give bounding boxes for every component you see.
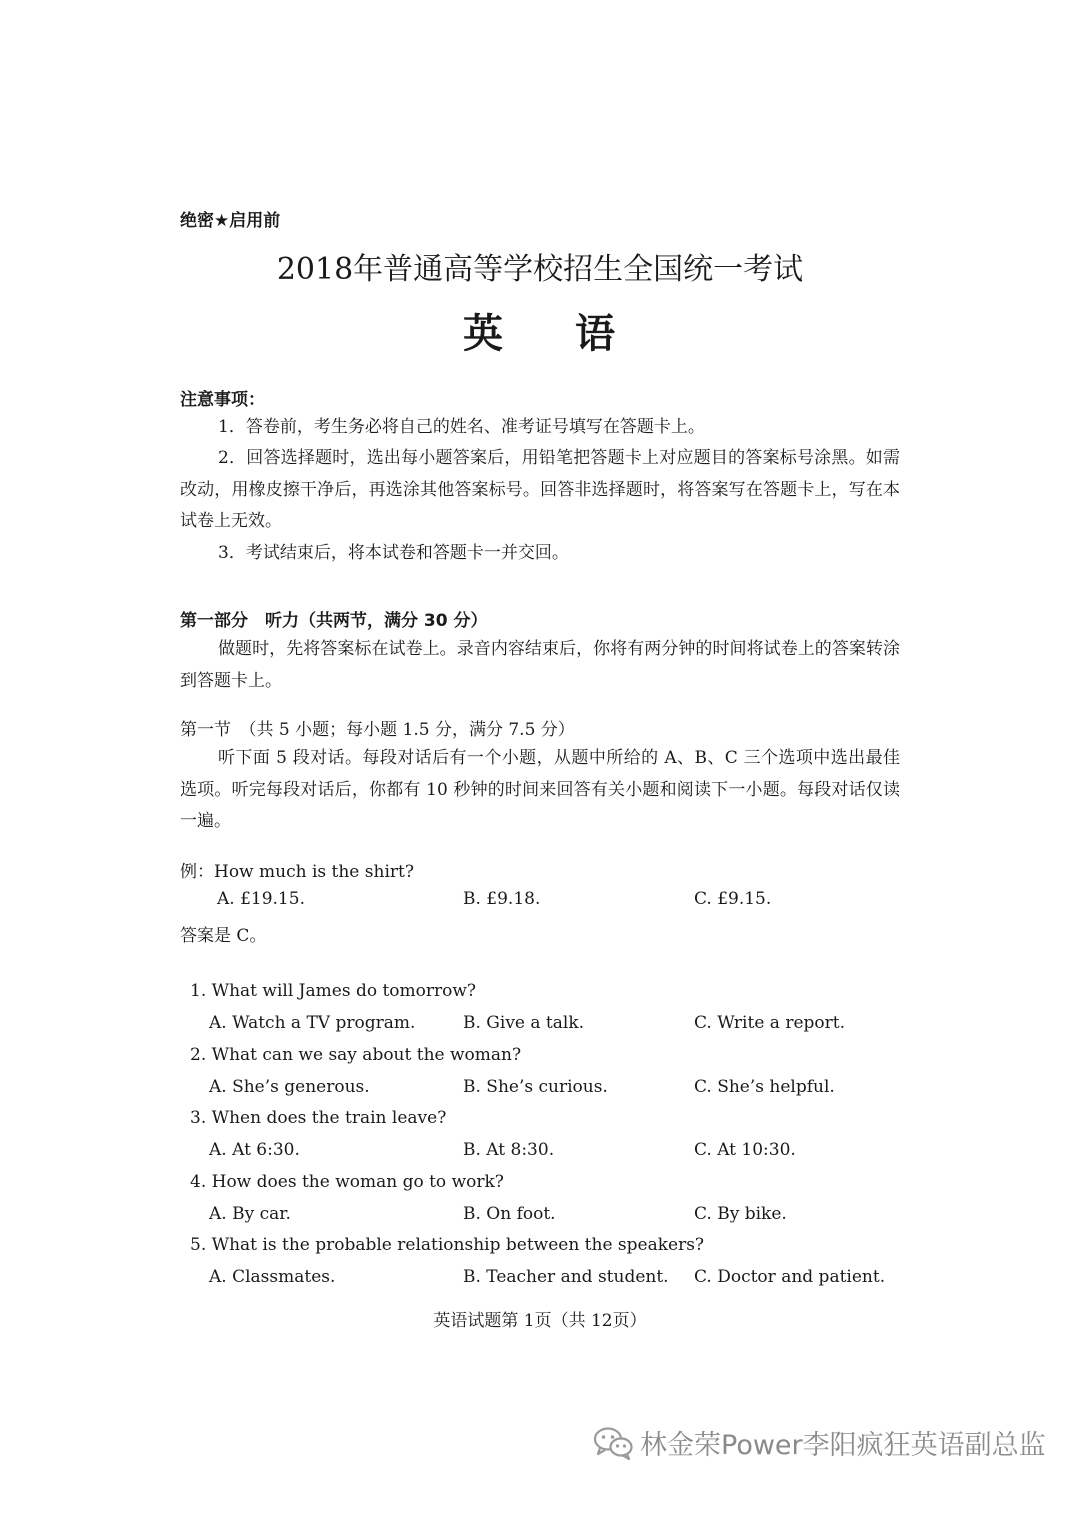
notice-item-3: 3．考试结束后，将本试卷和答题卡一并交回。 — [218, 543, 569, 563]
example-answer: 答案是 C。 — [180, 926, 267, 946]
secret-label: 绝密★启用前 — [180, 211, 281, 231]
part1-heading: 第一部分 听力（共两节，满分 30 分） — [180, 611, 488, 631]
question-3: 3. When does the train leave? — [190, 1108, 447, 1128]
question-5-option-a: A. Classmates. — [209, 1267, 336, 1287]
section1-instruction: 听下面 5 段对话。每段对话后有一个小题，从题中所给的 A、B、C 三个选项中选出最佳选项。听完每段对话后，你都有 10 秒钟的时间来回答有关小题和阅读下一小题。每段对话仅读一遍。 — [180, 748, 900, 831]
question-3-option-b: B. At 8:30. — [463, 1140, 555, 1160]
example-question: 例：How much is the shirt? — [180, 862, 414, 882]
exam-title: 2018年普通高等学校招生全国统一考试 — [276, 252, 804, 287]
question-1-option-b: B. Give a talk. — [463, 1013, 585, 1033]
question-5-option-c: C. Doctor and patient. — [694, 1267, 886, 1287]
question-1-option-c: C. Write a report. — [694, 1013, 845, 1033]
question-1: 1. What will James do tomorrow? — [190, 981, 477, 1001]
section1-heading: 第一节 （共 5 小题；每小题 1.5 分，满分 7.5 分） — [180, 720, 575, 740]
question-4-option-c: C. By bike. — [694, 1204, 787, 1224]
example-option-b: B. £9.18. — [463, 889, 541, 909]
subject-char-1: 英 — [463, 311, 505, 357]
question-5: 5. What is the probable relationship between the speakers? — [190, 1235, 705, 1255]
notice-heading: 注意事项： — [180, 390, 265, 410]
question-2-option-c: C. She’s helpful. — [694, 1077, 835, 1097]
question-4-option-b: B. On foot. — [463, 1204, 556, 1224]
wechat-icon — [592, 1425, 634, 1461]
question-4-option-a: A. By car. — [209, 1204, 291, 1224]
subject-char-2: 语 — [575, 311, 617, 357]
question-3-option-c: C. At 10:30. — [694, 1140, 796, 1160]
question-2: 2. What can we say about the woman? — [190, 1045, 522, 1065]
watermark-text: 林金荣Power李阳疯狂英语副总监 — [640, 1430, 1046, 1461]
example-option-a: A. £19.15. — [217, 889, 305, 909]
example-option-c: C. £9.15. — [694, 889, 772, 909]
part1-instruction: 做题时，先将答案标在试卷上。录音内容结束后，你将有两分钟的时间将试卷上的答案转涂到答题卡上。 — [180, 639, 900, 691]
question-5-option-b: B. Teacher and student. — [463, 1267, 669, 1287]
question-2-option-b: B. She’s curious. — [463, 1077, 608, 1097]
question-1-option-a: A. Watch a TV program. — [209, 1013, 416, 1033]
question-2-option-a: A. She’s generous. — [209, 1077, 370, 1097]
watermark — [592, 1423, 1046, 1462]
notice-item-2: 2．回答选择题时，选出每小题答案后，用铅笔把答题卡上对应题目的答案标号涂黑。如需改动，用橡皮擦干净后，再选涂其他答案标号。回答非选择题时，将答案写在答题卡上，写在本试卷上无效。 — [180, 448, 900, 531]
question-4: 4. How does the woman go to work? — [190, 1172, 504, 1192]
subject-title — [0, 302, 1080, 359]
question-3-option-a: A. At 6:30. — [209, 1140, 300, 1160]
page-footer: 英语试题第 1页（共 12页） — [433, 1311, 647, 1331]
notice-item-1: 1．答卷前，考生务必将自己的姓名、准考证号填写在答题卡上。 — [218, 417, 705, 437]
